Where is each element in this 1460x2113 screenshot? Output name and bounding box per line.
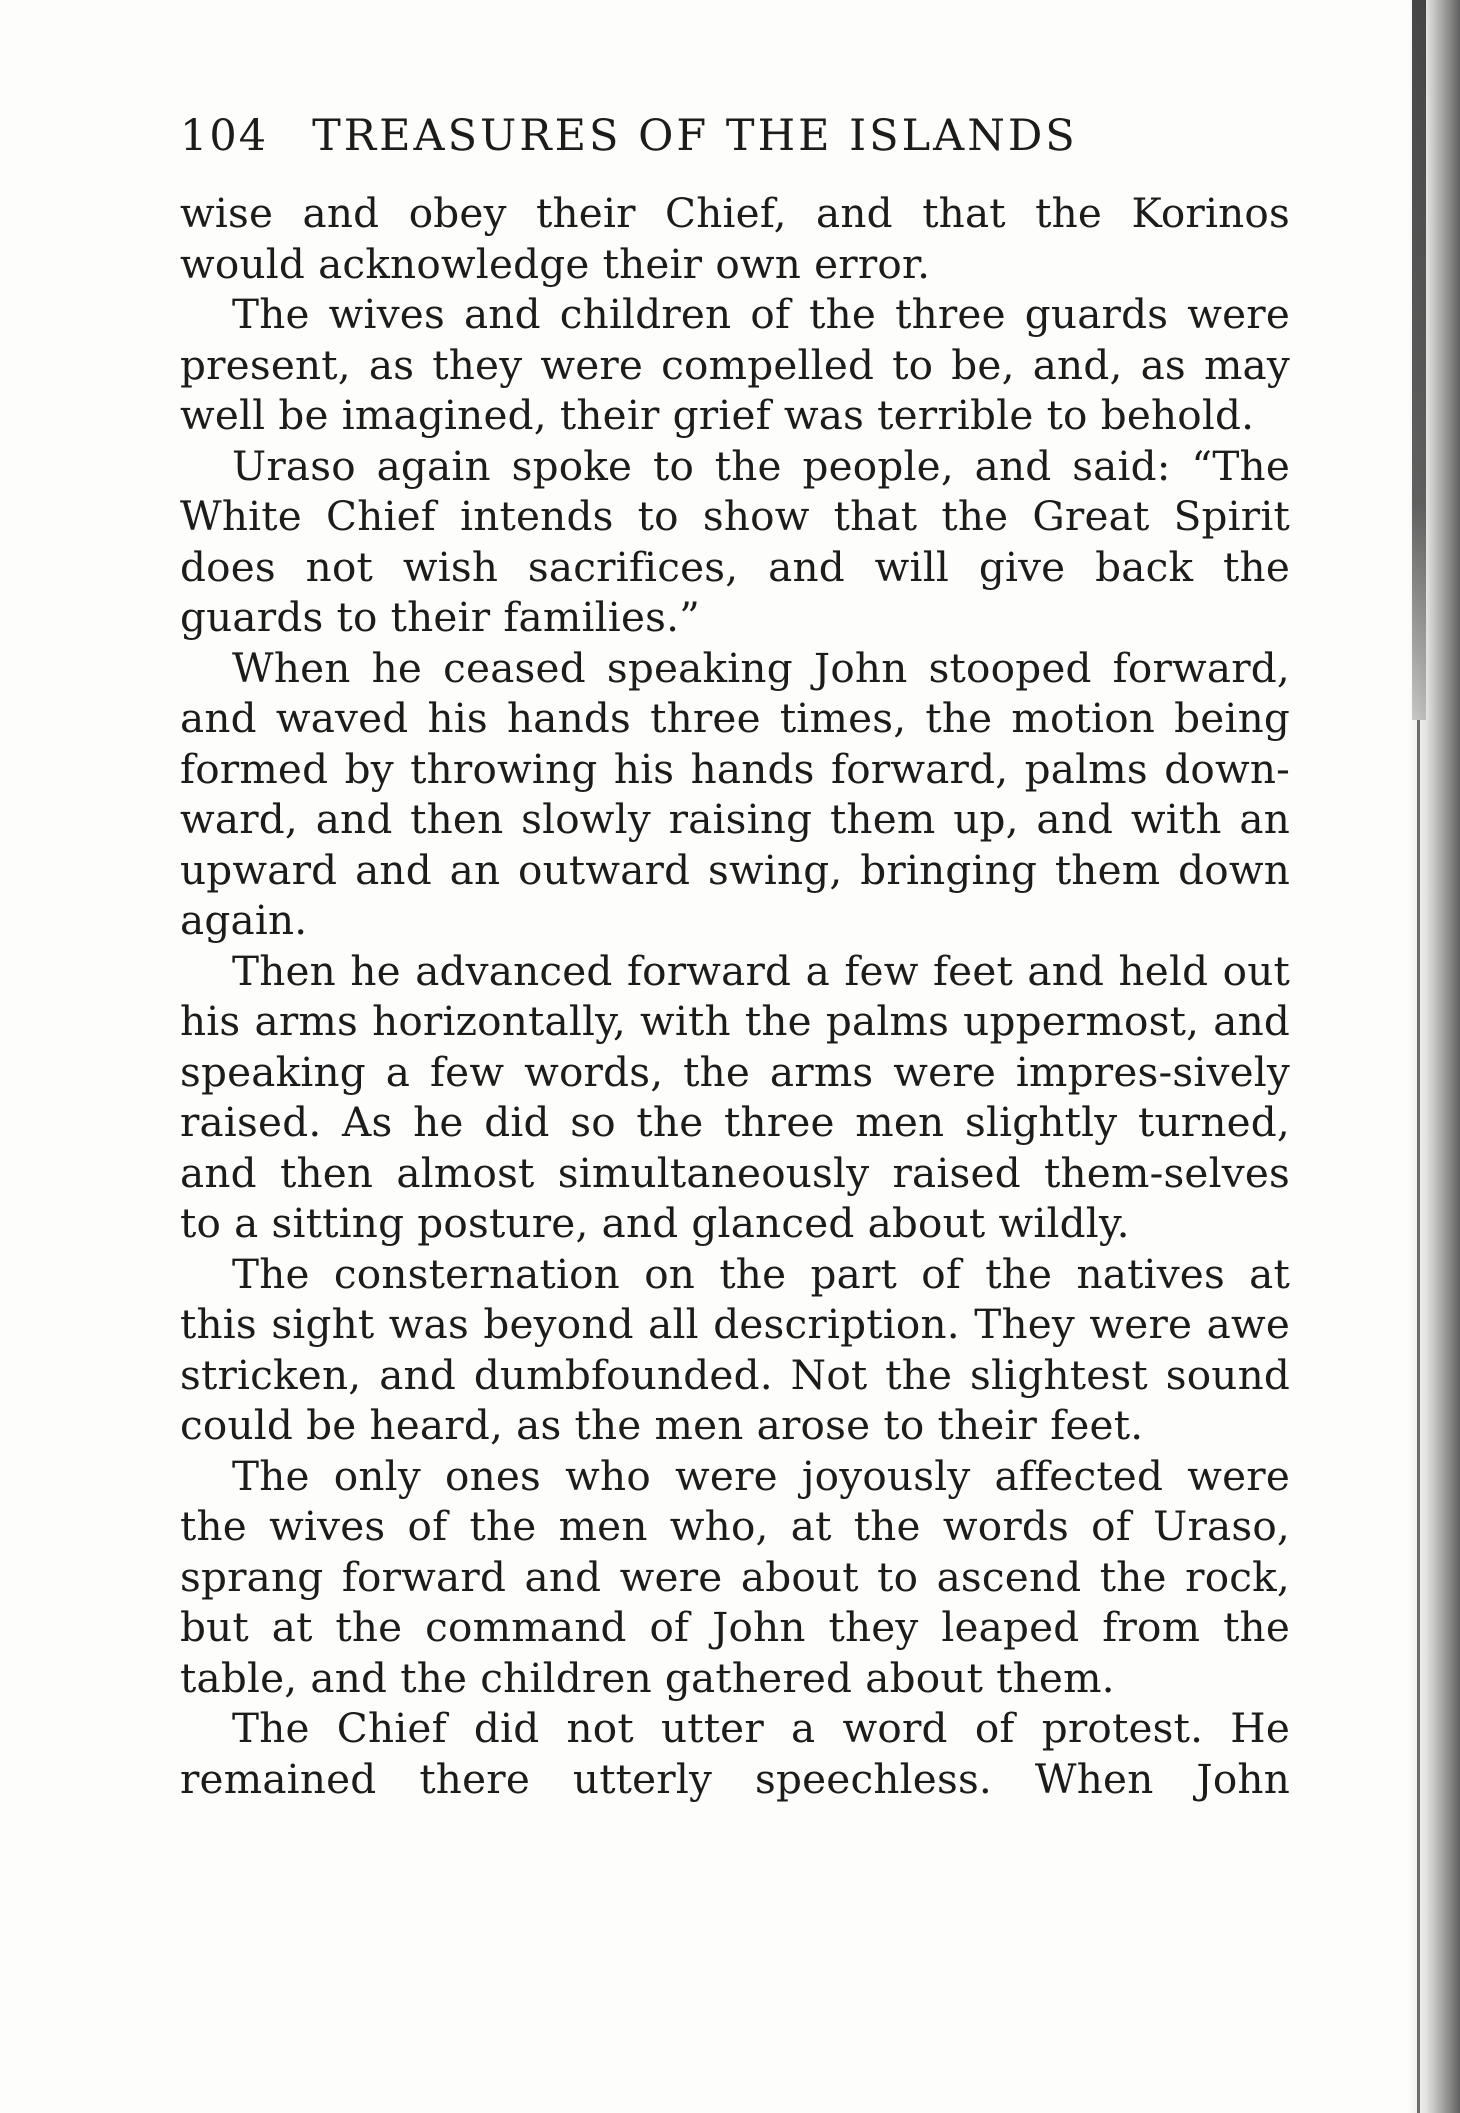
page-number: 104	[180, 111, 269, 161]
body-text	[180, 188, 1290, 1804]
paragraph: When he ceased speaking John stooped forward, and waved his hands three times, the motion being formed by throwing his hands forward, palms down-ward, and then slowly raising them up, and with an upward and an outward swing, bringing them down again.	[180, 643, 1290, 944]
book-page	[180, 108, 1290, 1804]
binding-edge-dark	[1412, 0, 1426, 720]
binding-edge-line	[1417, 720, 1420, 2113]
paragraph: The only ones who were joyously affected were the wives of the men who, at the words of Uraso, sprang forward and were about to ascend the rock, but at the command of John they leaped from the table, and the children gathered about them.	[180, 1451, 1290, 1702]
paragraph: The wives and children of the three guards were present, as they were compelled to be, and, as may well be imagined, their grief was terrible to behold.	[180, 290, 1290, 439]
paragraph: Uraso again spoke to the people, and said: “The White Chief intends to show that the Great Spirit does not wish sacrifices, and will give back the guards to their families.”	[180, 441, 1290, 641]
running-title: TREASURES OF THE ISLANDS	[312, 111, 1078, 161]
paragraph: Then he advanced forward a few feet and held out his arms horizontally, with the palms uppermost, and speaking a few words, the arms were impres-sively raised. As he did so the three men slightly turned, and then almost simultaneously raised them-selves to a sitting posture, and glanced about wildly.	[180, 946, 1290, 1247]
running-head	[180, 108, 1290, 188]
paragraph: The consternation on the part of the natives at this sight was beyond all description. They were awe stricken, and dumbfounded. Not the slightest sound could be heard, as the men arose to their feet.	[180, 1249, 1290, 1449]
paragraph: wise and obey their Chief, and that the Korinos would acknowledge their own error.	[180, 189, 1290, 288]
paragraph: The Chief did not utter a word of protest. He remained there utterly speechless. When John	[180, 1704, 1290, 1803]
